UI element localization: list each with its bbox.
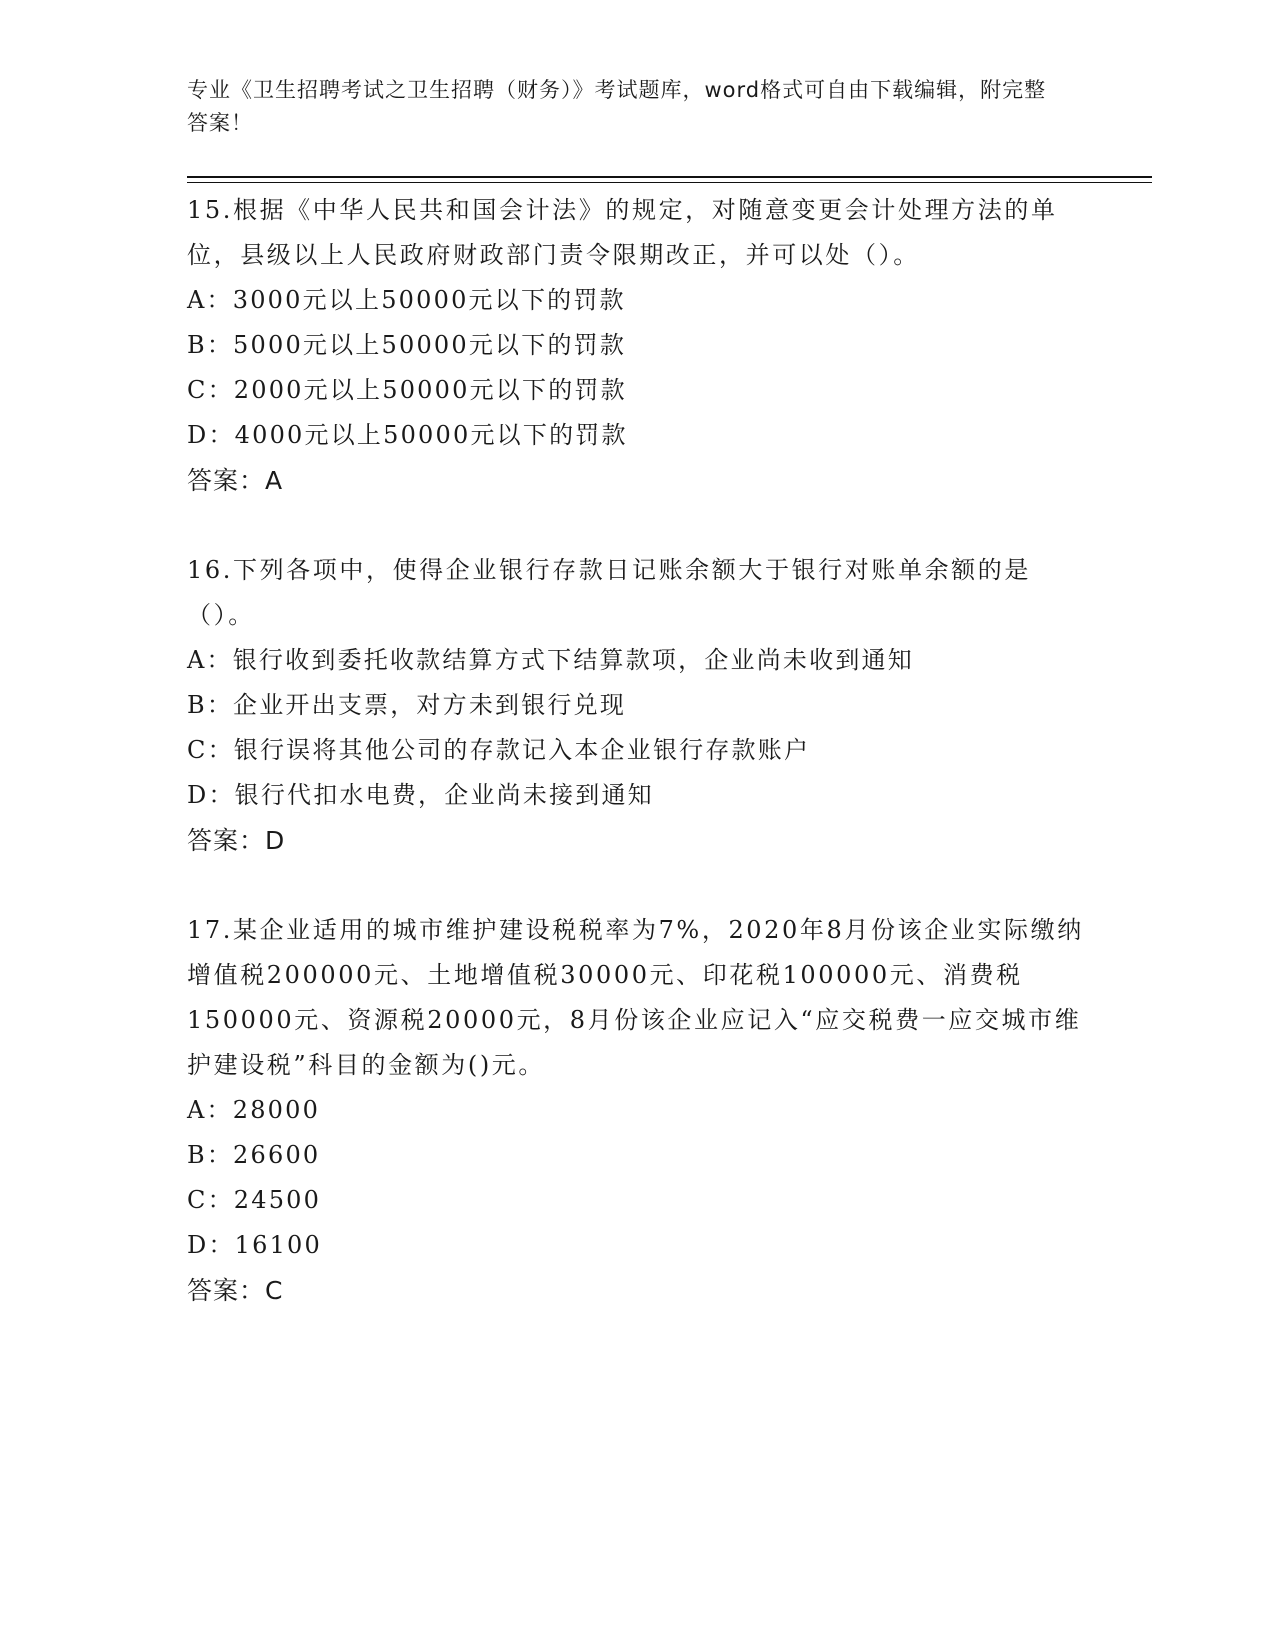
option-b: B：5000元以上50000元以下的罚款 [187,331,627,359]
answer: 答案：A [187,466,284,495]
question-stem: 15.根据《中华人民共和国会计法》的规定，对随意变更会计处理方法的单位，县级以上人民政府财政部门责令限期改正，并可以处（）。 [187,196,1058,269]
question-16 [187,548,1087,863]
question-list [187,188,1087,1313]
answer: 答案：D [187,826,286,855]
option-c: C：2000元以上50000元以下的罚款 [187,376,627,404]
question-spacer [187,863,1087,908]
option-a: A：28000 [187,1096,321,1124]
option-c: C：24500 [187,1186,322,1214]
question-stem: 16.下列各项中，使得企业银行存款日记账余额大于银行对账单余额的是（）。 [187,556,1031,629]
question-stem: 17.某企业适用的城市维护建设税税率为7%，2020年8月份该企业实际缴纳增值税200000元、土地增值税30000元、印花税100000元、消费税150000元、资源税20000元，8月份该企业应记入“应交税费一应交城市维护建设税”科目的金额为()元。 [187,916,1084,1079]
question-spacer [187,503,1087,548]
option-d: D：4000元以上50000元以下的罚款 [187,421,628,449]
option-a: A：3000元以上50000元以下的罚款 [187,286,626,314]
question-17 [187,908,1087,1313]
document-header: 专业《卫生招聘考试之卫生招聘（财务）》考试题库，word格式可自由下载编辑，附完整答案！ [187,78,1047,135]
option-c: C：银行误将其他公司的存款记入本企业银行存款账户 [187,736,811,764]
header-rule-thin [187,182,1152,183]
option-d: D：银行代扣水电费，企业尚未接到通知 [187,781,654,809]
answer: 答案：C [187,1276,284,1305]
option-a: A：银行收到委托收款结算方式下结算款项，企业尚未收到通知 [187,646,914,674]
option-b: B：26600 [187,1141,321,1169]
option-d: D：16100 [187,1231,322,1259]
header-rule-thick [187,176,1152,178]
question-15 [187,188,1087,503]
option-b: B：企业开出支票，对方未到银行兑现 [187,691,627,719]
